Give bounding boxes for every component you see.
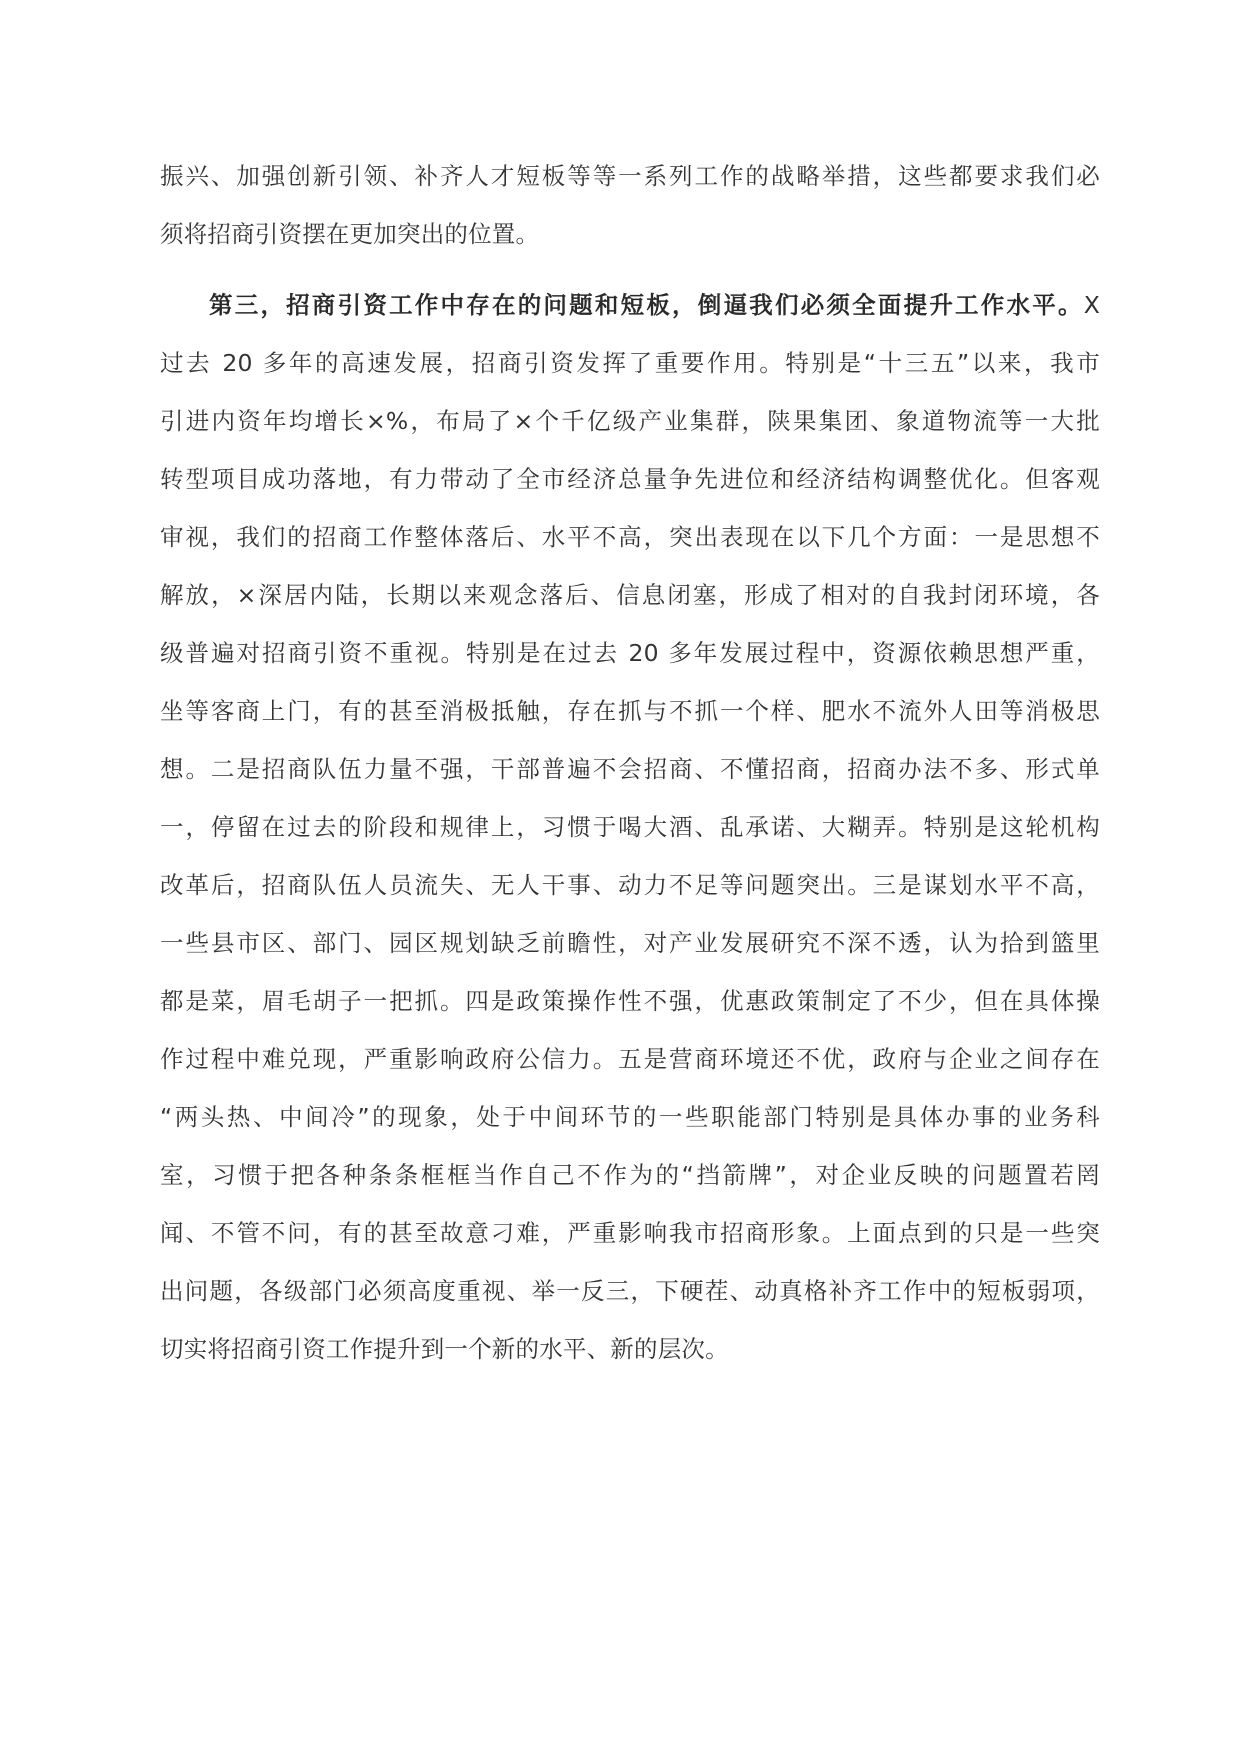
text-line: 一些县市区、部门、园区规划缺乏前瞻性，对产业发展研究不深不透，认为拾到篮里 bbox=[160, 929, 1100, 957]
text-line: 作过程中难兑现，严重影响政府公信力。五是营商环境还不优，政府与企业之间存在 bbox=[160, 1045, 1100, 1073]
paragraph-heading-line bbox=[209, 285, 1100, 325]
paragraph-heading: 第三，招商引资工作中存在的问题和短板，倒逼我们必须全面提升工作水平。 bbox=[209, 291, 1084, 319]
text-line: 出问题，各级部门必须高度重视、举一反三，下硬茬、动真格补齐工作中的短板弱项， bbox=[160, 1277, 1100, 1305]
text-line: 都是菜，眉毛胡子一把抓。四是政策操作性不强，优惠政策制定了不少，但在具体操 bbox=[160, 987, 1100, 1015]
text-line: “两头热、中间冷”的现象，处于中间环节的一些职能部门特别是具体办事的业务科 bbox=[160, 1103, 1100, 1131]
text-line: 过去 20 多年的高速发展，招商引资发挥了重要作用。特别是“十三五”以来，我市 bbox=[160, 349, 1100, 377]
text-line: 引进内资年均增长×%，布局了×个千亿级产业集群，陕果集团、象道物流等一大批 bbox=[160, 407, 1100, 435]
text-line: 一，停留在过去的阶段和规律上，习惯于喝大酒、乱承诺、大糊弄。特别是这轮机构 bbox=[160, 813, 1100, 841]
text-line: 转型项目成功落地，有力带动了全市经济总量争先进位和经济结构调整优化。但客观 bbox=[160, 465, 1100, 493]
text-line: 改革后，招商队伍人员流失、无人干事、动力不足等问题突出。三是谋划水平不高， bbox=[160, 871, 1100, 899]
text-line: 室，习惯于把各种条条框框当作自己不作为的“挡箭牌”，对企业反映的问题置若罔 bbox=[160, 1161, 1100, 1189]
text-line: 想。二是招商队伍力量不强，干部普遍不会招商、不懂招商，招商办法不多、形式单 bbox=[160, 755, 1100, 783]
heading-trailing-text: X bbox=[1083, 291, 1100, 319]
text-line: 须将招商引资摆在更加突出的位置。 bbox=[160, 220, 540, 248]
text-line: 级普遍对招商引资不重视。特别是在过去 20 多年发展过程中，资源依赖思想严重， bbox=[160, 639, 1100, 667]
text-line: 审视，我们的招商工作整体落后、水平不高，突出表现在以下几个方面：一是思想不 bbox=[160, 523, 1100, 551]
text-line: 闻、不管不问，有的甚至故意刁难，严重影响我市招商形象。上面点到的只是一些突 bbox=[160, 1219, 1100, 1247]
text-line: 振兴、加强创新引领、补齐人才短板等等一系列工作的战略举措，这些都要求我们必 bbox=[160, 162, 1100, 190]
text-line: 坐等客商上门，有的甚至消极抵触，存在抓与不抓一个样、肥水不流外人田等消极思 bbox=[160, 697, 1100, 725]
text-line: 解放，×深居内陆，长期以来观念落后、信息闭塞，形成了相对的自我封闭环境，各 bbox=[160, 581, 1100, 609]
text-line: 切实将招商引资工作提升到一个新的水平、新的层次。 bbox=[160, 1335, 729, 1363]
